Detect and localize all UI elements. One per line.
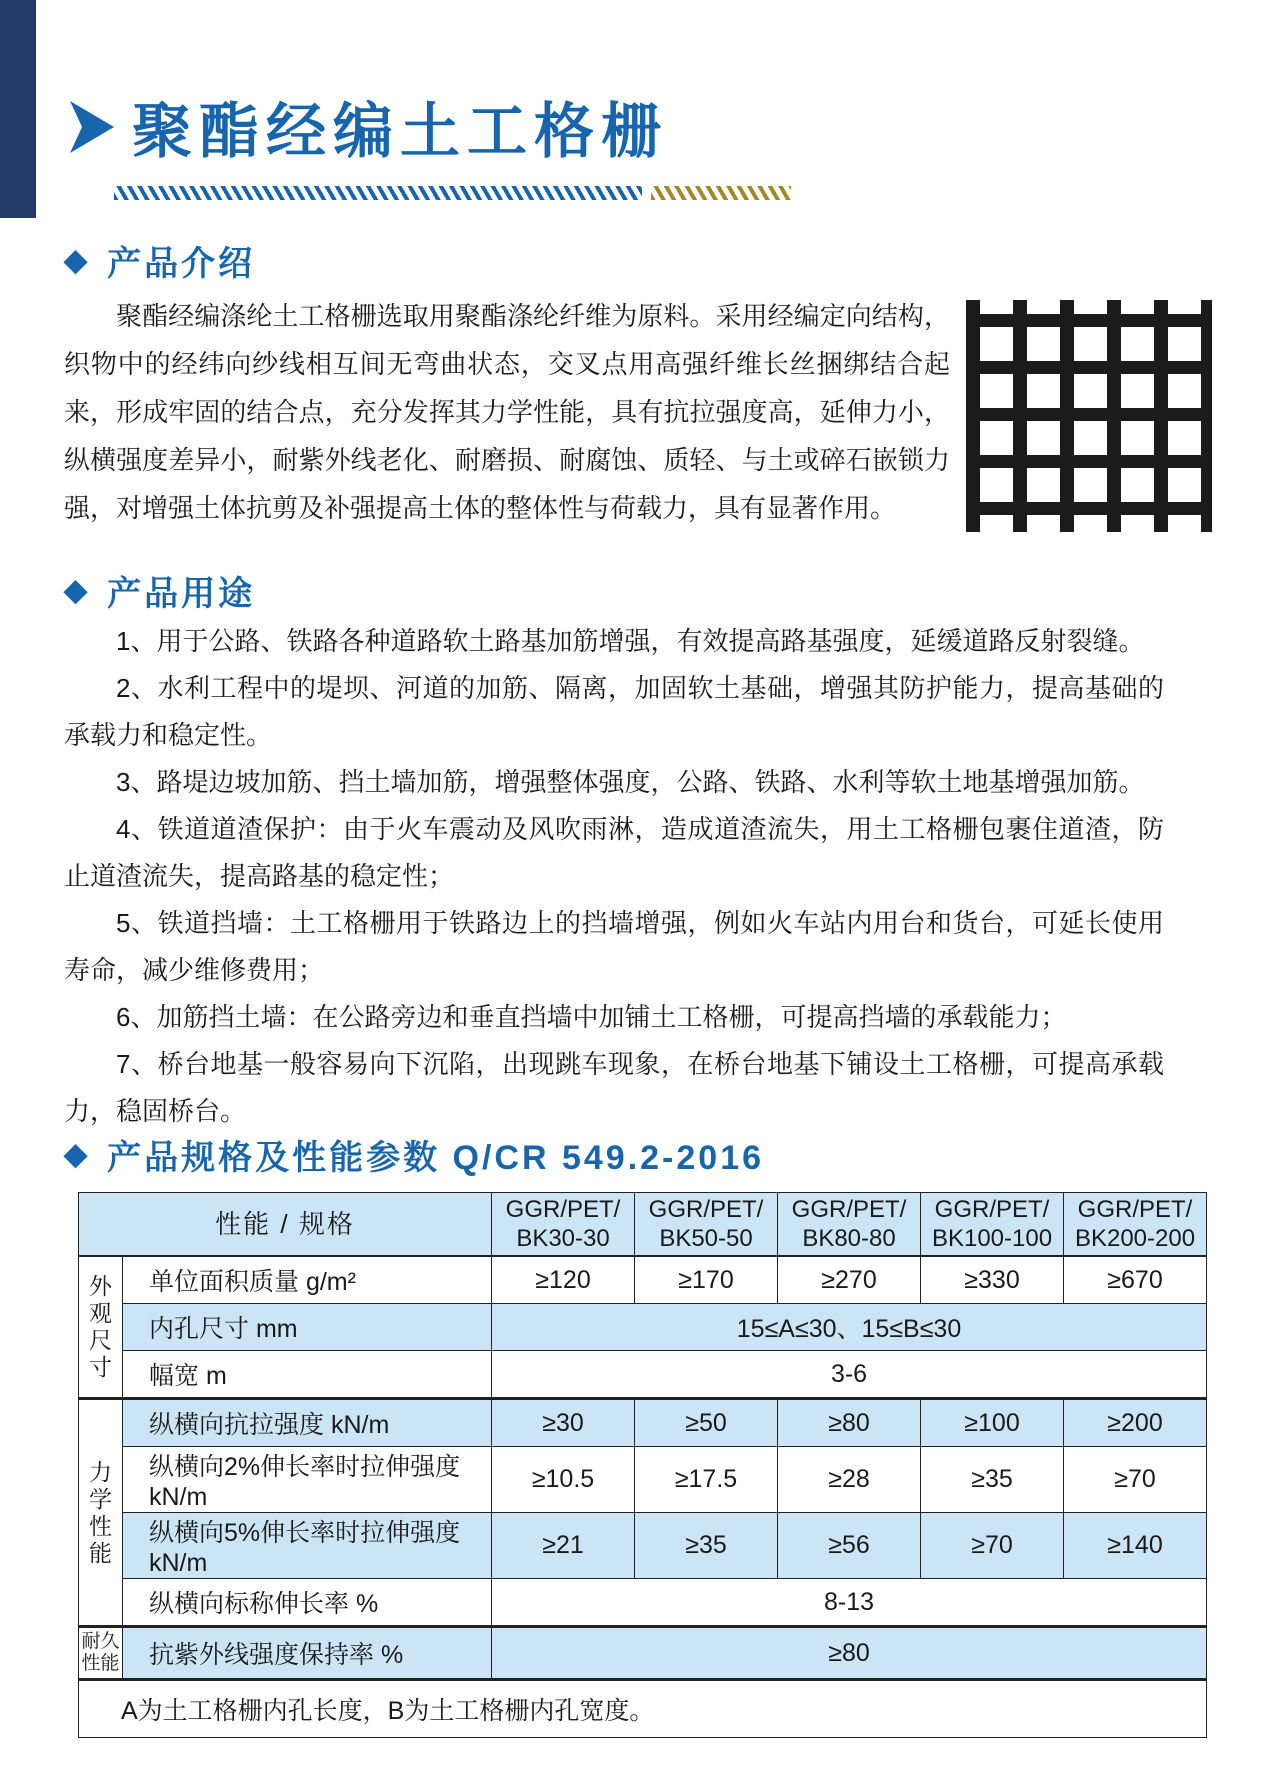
spec-col-header-1-line1: GGR/PET/ [505,1196,621,1223]
row-value: ≥50 [635,1399,778,1447]
divider-gold-stripes [651,186,791,200]
section-heading-intro [64,236,255,285]
group-label-appearance: 外观尺寸 [79,1256,123,1399]
spec-col-header-5-line2: BK200-200 [1074,1225,1196,1252]
table-footnote-row [79,1680,1207,1738]
spec-col-header-3 [778,1193,921,1257]
spec-table [78,1192,1207,1738]
use-item-1: 1、用于公路、铁路各种道路软土路基加筋增强，有效提高路基强度，延缓道路反射裂缝。 [116,626,1145,656]
spec-col-header-3-line1: GGR/PET/ [791,1196,907,1223]
row-label: 单位面积质量 g/m² [123,1256,492,1304]
row-merged-value: 15≤A≤30、15≤B≤30 [492,1304,1207,1351]
spec-col-header-5-line1: GGR/PET/ [1077,1196,1193,1223]
table-row [79,1351,1207,1399]
spec-col-header-3-line2: BK80-80 [802,1225,896,1252]
spec-col-header-2-line1: GGR/PET/ [648,1196,764,1223]
section-heading-uses [64,566,255,615]
table-row [79,1304,1207,1351]
spec-col-header-1-line2: BK30-30 [516,1225,610,1252]
row-value: ≥17.5 [635,1447,778,1513]
row-label: 纵横向抗拉强度 kN/m [123,1399,492,1447]
row-value: ≥21 [492,1513,635,1579]
row-value: ≥70 [1064,1447,1207,1513]
table-row [79,1579,1207,1627]
row-value: ≥70 [921,1513,1064,1579]
row-value: ≥30 [492,1399,635,1447]
use-item-4: 4、铁道道渣保护：由于火车震动及风吹雨淋，造成道渣流失，用土工格栅包裹住道渣，防止道渣流失，提高路基的稳定性； [64,814,1164,891]
row-value: ≥270 [778,1256,921,1304]
spec-table-header-row [79,1193,1207,1257]
spec-col-header-2 [635,1193,778,1257]
corner-accent-bar [0,0,36,218]
section-heading-specs-text: 产品规格及性能参数 Q/CR 549.2-2016 [107,1139,765,1177]
row-label: 纵横向2%伸长率时拉伸强度 kN/m [123,1447,492,1513]
row-value: ≥100 [921,1399,1064,1447]
table-row [79,1513,1207,1579]
row-value: ≥120 [492,1256,635,1304]
group-label-mechanical: 力学性能 [79,1399,123,1627]
page-title: 聚酯经编土工格栅 [132,99,668,165]
use-item-3: 3、路堤边坡加筋、挡土墙加筋，增强整体强度，公路、铁路、水利等软土地基增强加筋。 [116,767,1145,797]
group-label-durability: 耐久性能 [79,1627,123,1680]
section-heading-intro-text: 产品介绍 [107,245,256,283]
row-value: ≥35 [921,1447,1064,1513]
row-label: 内孔尺寸 mm [123,1304,492,1351]
section-heading-uses-text: 产品用途 [107,575,256,613]
row-label: 纵横向标称伸长率 % [123,1579,492,1627]
spec-col-header-4 [921,1193,1064,1257]
use-item-7: 7、桥台地基一般容易向下沉陷，出现跳车现象，在桥台地基下铺设土工格栅，可提高承载力，稳固桥台。 [64,1049,1164,1126]
divider-blue-stripes [114,186,642,200]
title-arrow-icon [68,99,116,155]
row-value: ≥28 [778,1447,921,1513]
use-item-5: 5、铁道挡墙：土工格栅用于铁路边上的挡墙增强，例如火车站内用台和货台，可延长使用寿命，减少维修费用； [64,908,1164,985]
intro-section [64,292,1212,540]
use-item-6: 6、加筋挡土墙：在公路旁边和垂直挡墙中加铺土工格栅，可提高挡墙的承载能力； [116,1002,1067,1032]
diamond-bullet-icon: ◆ [64,1137,88,1171]
row-merged-value: 3-6 [492,1351,1207,1399]
row-merged-value: 8-13 [492,1579,1207,1627]
spec-col-header-5 [1064,1193,1207,1257]
use-item-2: 2、水利工程中的堤坝、河道的加筋、隔离，加固软土基础，增强其防护能力，提高基础的承载力和稳定性。 [64,673,1164,750]
table-row [79,1447,1207,1513]
table-row [79,1627,1207,1680]
diamond-bullet-icon: ◆ [64,243,88,277]
intro-paragraph: 聚酯经编涤纶土工格栅选取用聚酯涤纶纤维为原料。采用经编定向结构，织物中的经纬向纱线相互间无弯曲状态，交叉点用高强纤维长丝捆绑结合起来，形成牢固的结合点，充分发挥其力学性能，具有抗拉强度高，延伸力小，纵横强度差异小，耐紫外线老化、耐磨损、耐腐蚀、质轻、与土或碎石嵌锁力强，对增强土体抗剪及补强提高土体的整体性与荷载力，具有显著作用。 [64,301,950,523]
row-label: 抗紫外线强度保持率 % [123,1627,492,1680]
table-footnote: A为土工格栅内孔长度，B为土工格栅内孔宽度。 [79,1680,1207,1738]
row-label: 纵横向5%伸长率时拉伸强度 kN/m [123,1513,492,1579]
table-row [79,1256,1207,1304]
row-value: ≥670 [1064,1256,1207,1304]
spec-col-header-4-line2: BK100-100 [931,1225,1053,1252]
spec-col-header-4-line1: GGR/PET/ [934,1196,1050,1223]
uses-list [64,618,1164,1135]
row-merged-value: ≥80 [492,1627,1207,1680]
row-value: ≥200 [1064,1399,1207,1447]
geogrid-product-photo [966,300,1212,532]
row-value: ≥35 [635,1513,778,1579]
spec-col-header-2-line2: BK50-50 [659,1225,753,1252]
page-title-row [68,84,668,170]
row-value: ≥80 [778,1399,921,1447]
row-value: ≥170 [635,1256,778,1304]
striped-divider [114,186,791,200]
section-heading-specs [64,1130,764,1179]
row-value: ≥140 [1064,1513,1207,1579]
table-row [79,1399,1207,1447]
spec-header-corner: 性能 / 规格 [79,1193,492,1257]
row-value: ≥56 [778,1513,921,1579]
row-value: ≥10.5 [492,1447,635,1513]
row-label: 幅宽 m [123,1351,492,1399]
diamond-bullet-icon: ◆ [64,573,88,607]
spec-col-header-1 [492,1193,635,1257]
row-value: ≥330 [921,1256,1064,1304]
